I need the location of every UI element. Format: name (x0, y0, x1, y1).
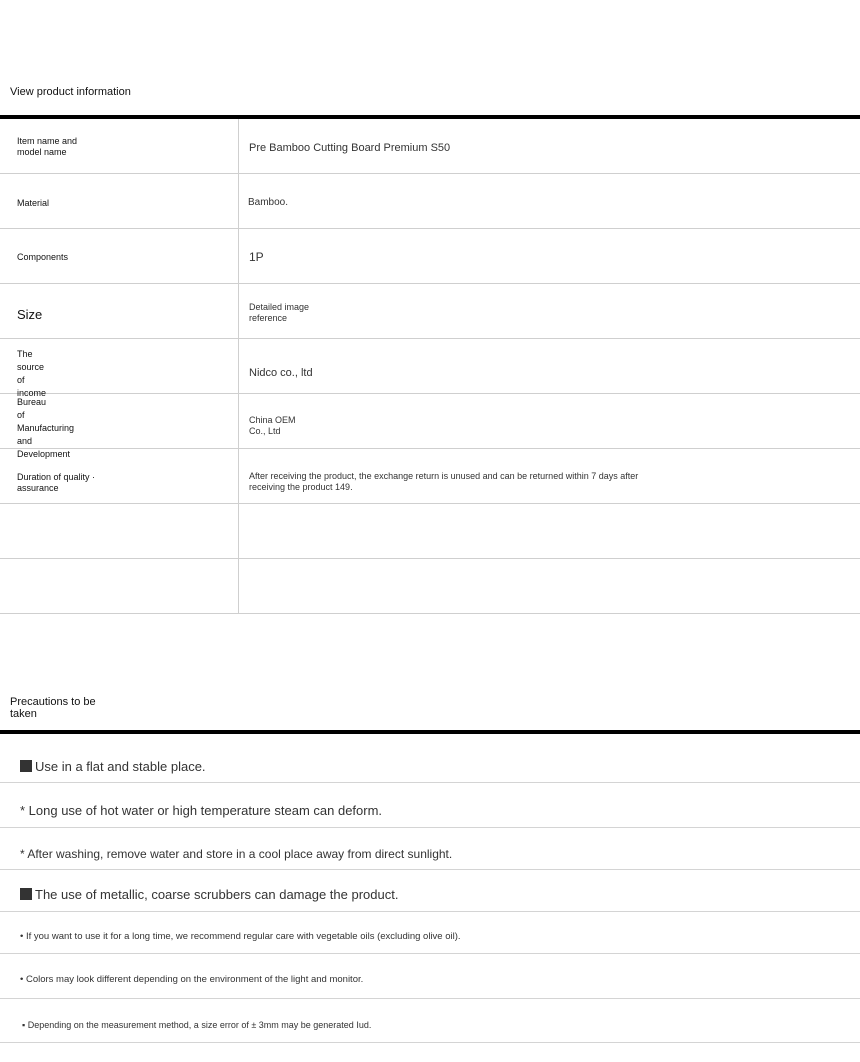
row-value-manufacturing-bureau: China OEM Co., Ltd (249, 415, 296, 436)
table-row (0, 284, 860, 339)
table-row (0, 559, 860, 614)
row-label-quality-assurance: Duration of quality · assurance (17, 472, 96, 493)
row-value-source-of-income: Nidco co., ltd (249, 367, 313, 379)
list-item (0, 954, 860, 999)
precaution-text: Use in a flat and stable place. (35, 759, 206, 774)
product-info-table (0, 119, 860, 614)
row-label-manufacturing-bureau: Bureau of Manufacturing and Development (17, 397, 75, 459)
list-item (0, 734, 860, 783)
row-label-material: Material (17, 198, 50, 208)
list-item (0, 999, 860, 1043)
dot-bullet: • (20, 974, 26, 985)
product-info-title: View product information (10, 86, 131, 98)
table-row (0, 119, 860, 174)
precaution-text: If you want to use it for a long time, we recommend regular care with vegetable oils (excluding olive oil). (25, 931, 461, 942)
asterisk-bullet: * (20, 847, 28, 861)
table-row (0, 449, 860, 504)
row-value-size: Detailed image reference (249, 302, 310, 323)
row-value-components: 1P (249, 250, 264, 264)
row-value-item-name: Pre Bamboo Cutting Board Premium S50 (249, 142, 451, 154)
list-item (0, 912, 860, 954)
list-item (0, 828, 860, 870)
table-row (0, 339, 860, 398)
precaution-text: Long use of hot water or high temperature steam can deform. (28, 803, 383, 818)
row-value-material: Bamboo. (248, 197, 289, 208)
dot-bullet: • (20, 931, 26, 942)
list-item (0, 870, 860, 912)
precaution-text: After washing, remove water and store in a cool place away from direct sunlight. (27, 847, 453, 861)
row-label-item-name: Item name and model name (17, 136, 78, 157)
table-row (0, 229, 860, 284)
list-item (0, 783, 860, 828)
precaution-text: The use of metallic, coarse scrubbers can damage the product. (35, 887, 399, 902)
precaution-text: Depending on the measurement method, a size error of ± 3mm may be generated Iud. (27, 1020, 372, 1030)
table-row (0, 174, 860, 229)
row-label-size: Size (17, 307, 43, 322)
square-bullet-icon (20, 760, 32, 772)
table-row (0, 504, 860, 559)
square-bullet-icon (20, 888, 32, 900)
small-square-bullet: ▪ (22, 1020, 28, 1030)
table-row (0, 394, 860, 459)
row-label-components: Components (17, 252, 69, 262)
precautions-title: Precautions to be taken (10, 696, 96, 720)
precautions-list (0, 734, 860, 1043)
precaution-text: Colors may look different depending on the environment of the light and monitor. (25, 974, 364, 985)
asterisk-bullet: * (20, 803, 29, 818)
row-value-quality-assurance: After receiving the product, the exchange return is unused and can be returned within 7 days after receiving the product 149. (249, 471, 639, 492)
row-label-source-of-income: The source of income (17, 349, 47, 398)
